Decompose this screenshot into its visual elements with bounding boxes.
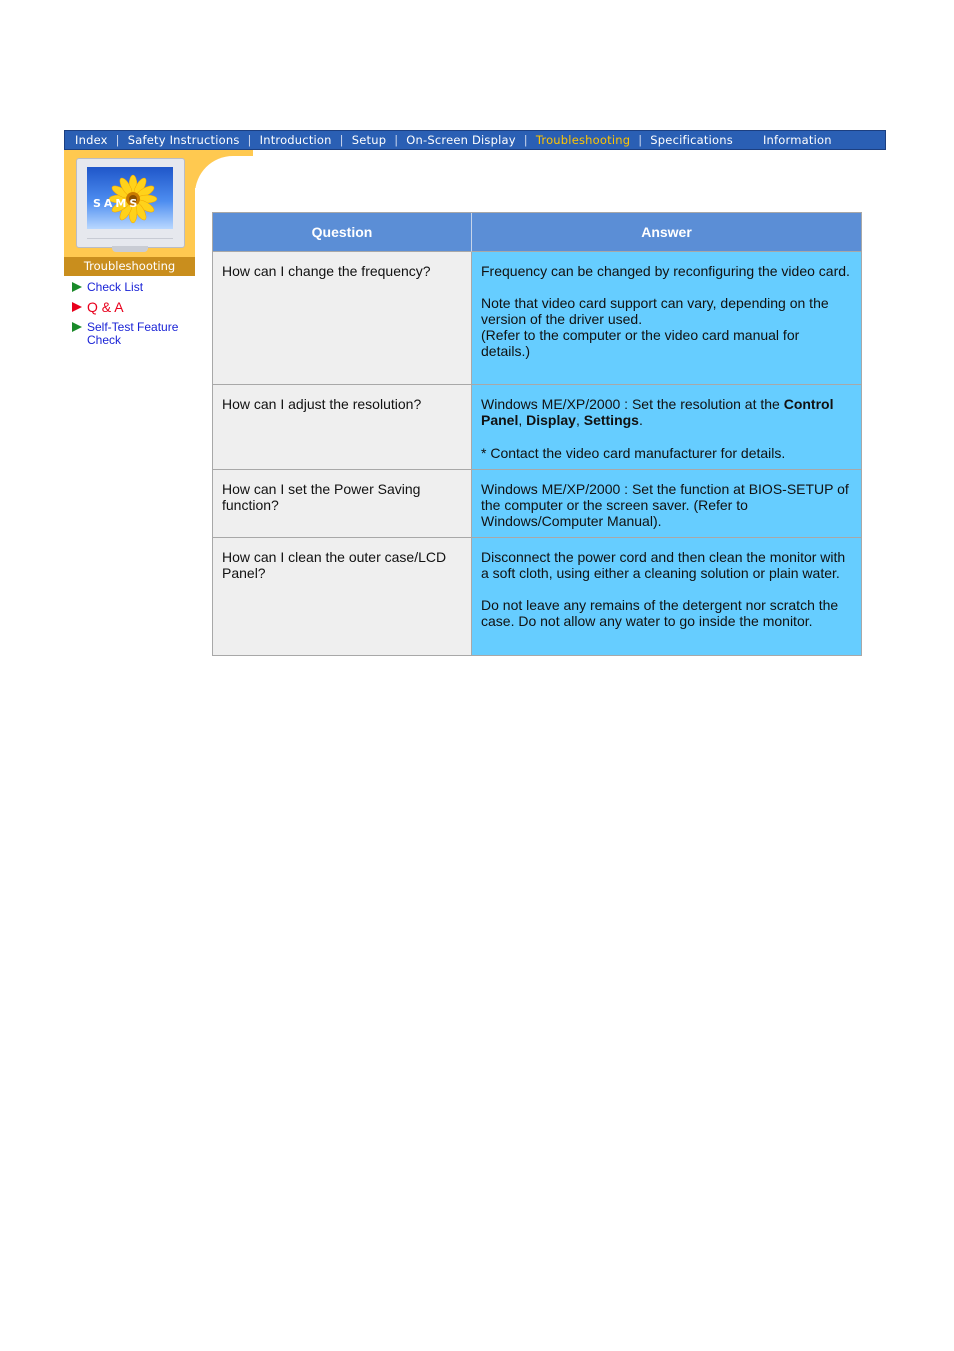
table-row bbox=[213, 385, 861, 470]
nav-separator: | bbox=[247, 133, 252, 147]
nav-safety-instructions[interactable]: Safety Instructions bbox=[127, 133, 240, 147]
answer-bold-term: Display bbox=[526, 412, 576, 428]
panel-corner-decoration bbox=[195, 150, 253, 188]
answer-cell bbox=[472, 385, 861, 470]
answer-paragraph: Windows ME/XP/2000 : Set the function at BIOS-SETUP of the computer or the screen saver. (Refer to Windows/Computer Manual). bbox=[481, 481, 849, 529]
column-header-question: Question bbox=[213, 213, 472, 252]
nav-separator: | bbox=[638, 133, 643, 147]
top-nav-bar bbox=[64, 130, 886, 150]
monitor-stand bbox=[112, 246, 148, 252]
nav-separator: | bbox=[523, 133, 528, 147]
table-header-row bbox=[213, 213, 861, 252]
answer-text: . bbox=[638, 412, 643, 428]
answer-paragraph: Frequency can be changed by reconfiguring the video card. bbox=[481, 263, 850, 279]
nav-separator: | bbox=[115, 133, 120, 147]
nav-index[interactable]: Index bbox=[75, 133, 108, 147]
nav-introduction[interactable]: Introduction bbox=[259, 133, 332, 147]
side-menu bbox=[72, 281, 202, 353]
answer-note: * Contact the video card manufacturer for details. bbox=[481, 445, 786, 461]
monitor-bezel bbox=[87, 238, 173, 242]
question-cell: How can I adjust the resolution? bbox=[213, 385, 472, 470]
menu-label[interactable]: Self-Test Feature Check bbox=[87, 320, 179, 347]
qa-table bbox=[212, 212, 862, 656]
nav-specifications[interactable]: Specifications bbox=[650, 133, 733, 147]
answer-text: Windows ME/XP/2000 : Set the resolution at the bbox=[481, 396, 784, 412]
answer-cell bbox=[472, 538, 861, 655]
table-row bbox=[213, 470, 861, 538]
nav-troubleshooting[interactable]: Troubleshooting bbox=[535, 133, 631, 147]
answer-bold-term: Control Panel bbox=[481, 396, 834, 428]
menu-label[interactable]: Check List bbox=[87, 280, 144, 294]
nav-information[interactable]: Information bbox=[762, 133, 832, 147]
answer-paragraph: (Refer to the computer or the video card manual for details.) bbox=[481, 327, 800, 359]
answer-bold-term: Settings bbox=[583, 412, 639, 428]
nav-separator: | bbox=[339, 133, 344, 147]
menu-item-check-list[interactable] bbox=[72, 281, 202, 294]
arrow-right-icon bbox=[72, 282, 82, 292]
answer-paragraph bbox=[481, 396, 852, 428]
menu-item-q-and-a[interactable] bbox=[72, 300, 202, 315]
answer-paragraph: Disconnect the power cord and then clean the monitor with a soft cloth, using either a cleaning solution or plain water. bbox=[481, 549, 846, 581]
arrow-right-icon bbox=[72, 322, 82, 332]
answer-paragraph: Do not leave any remains of the detergent nor scratch the case. Do not allow any water to go inside the monitor. bbox=[481, 597, 839, 629]
monitor-image bbox=[76, 158, 185, 248]
nav-separator: | bbox=[394, 133, 399, 147]
question-cell: How can I set the Power Saving function? bbox=[213, 470, 472, 538]
monitor-screen bbox=[87, 167, 173, 229]
nav-setup[interactable]: Setup bbox=[351, 133, 387, 147]
arrow-right-icon bbox=[72, 302, 82, 312]
answer-paragraph: Note that video card support can vary, depending on the version of the driver used. bbox=[481, 295, 829, 327]
menu-label[interactable]: Q & A bbox=[87, 299, 124, 315]
answer-text: , bbox=[575, 412, 584, 428]
question-cell: How can I change the frequency? bbox=[213, 252, 472, 385]
table-row bbox=[213, 252, 861, 385]
nav-on-screen-display[interactable]: On-Screen Display bbox=[406, 133, 516, 147]
question-cell: How can I clean the outer case/LCD Panel? bbox=[213, 538, 472, 655]
answer-cell bbox=[472, 252, 861, 385]
section-caption: Troubleshooting bbox=[64, 257, 195, 276]
table-row bbox=[213, 538, 861, 655]
answer-text: , bbox=[518, 412, 527, 428]
column-header-answer: Answer bbox=[472, 213, 861, 252]
menu-item-self-test[interactable] bbox=[72, 321, 202, 347]
answer-cell bbox=[472, 470, 861, 538]
monitor-brand-text: SAMS bbox=[93, 197, 141, 210]
